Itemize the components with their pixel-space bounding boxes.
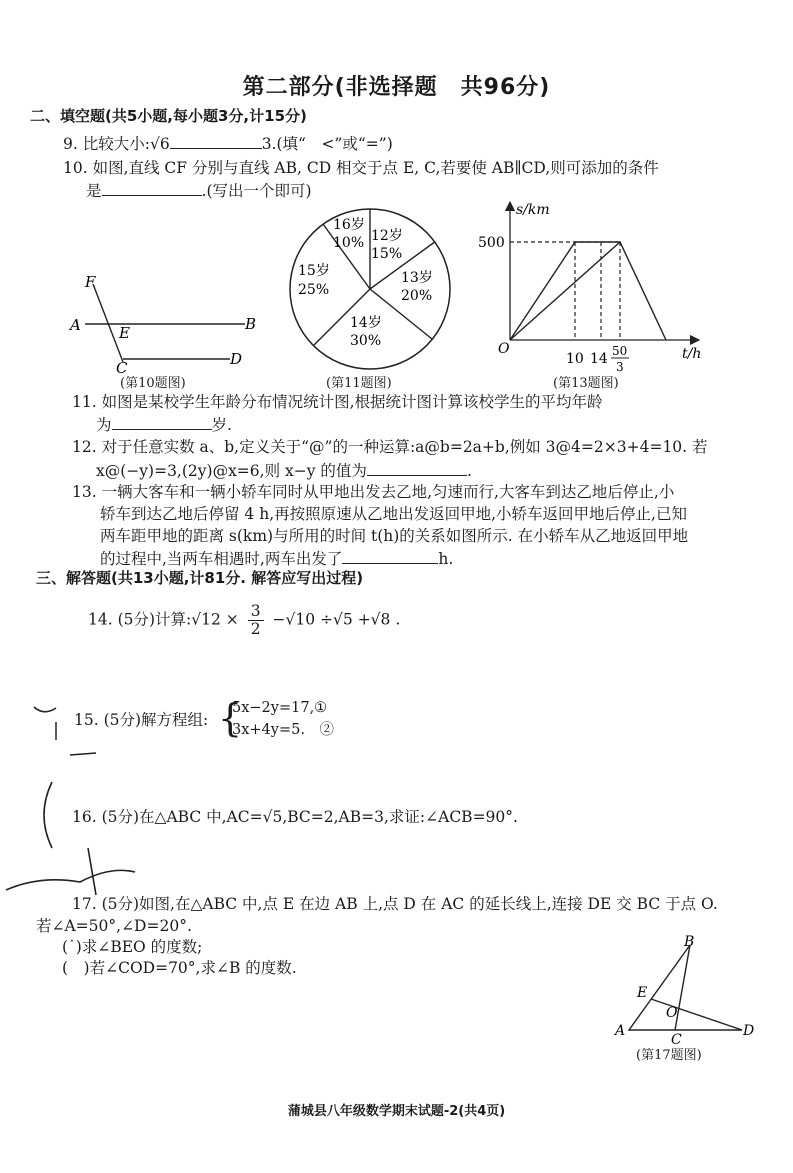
q17-part1: (˙)求∠BEO 的度数; xyxy=(62,938,203,956)
label-f: F xyxy=(85,273,96,291)
question-14 xyxy=(88,603,400,638)
label-a: A xyxy=(70,316,81,334)
question-9 xyxy=(63,133,393,154)
q12-suffix: . xyxy=(466,462,472,480)
page-title: 第二部分(非选择题 共96分) xyxy=(242,75,551,100)
y-tick-500: 500 xyxy=(478,235,505,251)
q17-part2: ( )若∠COD=70°,求∠B 的度数. xyxy=(62,959,297,977)
label-o: O xyxy=(666,1005,678,1021)
q15-eq2: 3x+4y=5. ② xyxy=(232,722,334,738)
figure-17-diagram xyxy=(605,928,765,1048)
slice-15-age: 15岁 xyxy=(298,263,330,279)
q12-prefix: x@(−y)=3,(2y)@x=6,则 x−y 的值为 xyxy=(96,462,367,480)
car-path xyxy=(510,242,666,340)
q10-prefix: 是 xyxy=(86,182,102,200)
slice-12-pct: 15% xyxy=(371,246,403,262)
q10-answer-blank[interactable] xyxy=(102,180,202,196)
slice-16-pct: 10% xyxy=(333,235,365,251)
figure-10-caption: (第10题图) xyxy=(120,376,186,391)
q14-fraction xyxy=(248,603,264,638)
q13-line1: 13. 一辆大客车和一辆小轿车同时从甲地出发去乙地,匀速而行,大客车到达乙地后停止,小 xyxy=(72,483,675,501)
q13-line2: 轿车到达乙地后停留 4 h,再按照原速从乙地出发返回甲地,小轿车返回甲地后停止,已知 xyxy=(100,505,687,523)
line-de xyxy=(651,999,742,1030)
x-tick-10: 10 xyxy=(566,351,584,367)
slice-16-age: 16岁 xyxy=(333,217,365,233)
q9-suffix: 3.(填“ <”或“=”) xyxy=(261,135,393,153)
figure-13-caption: (第13题图) xyxy=(553,376,619,391)
q13-prefix: 的过程中,当两车相遇时,两车出发了 xyxy=(100,550,343,568)
q9-answer-blank[interactable] xyxy=(170,133,262,149)
figure-11-pie-chart xyxy=(283,200,458,378)
q10-line1: 10. 如图,直线 CF 分别与直线 AB, CD 相交于点 E, C,若要使 AB∥CD,则可添加的条件 xyxy=(63,159,659,177)
y-axis-label: s/km xyxy=(516,202,550,218)
label-a: A xyxy=(615,1023,626,1039)
label-c: C xyxy=(671,1032,682,1048)
label-c: C xyxy=(116,359,128,377)
x-tick-50-denominator: 3 xyxy=(616,360,624,374)
label-b: B xyxy=(245,315,257,333)
q12-line1: 12. 对于任意实数 a、b,定义关于“@”的一种运算:a@b=2a+b,例如 3@4=2×3+4=10. 若 xyxy=(72,438,708,456)
q13-suffix: h. xyxy=(438,550,454,568)
slice-15-pct: 25% xyxy=(298,282,330,298)
section-heading-fill-blank: 二、填空题(共5小题,每小题3分,计15分) xyxy=(30,107,307,125)
q14-prefix: 14. (5分)计算:√12 × xyxy=(88,610,239,629)
figure-17-caption: (第17题图) xyxy=(636,1048,702,1063)
q15-eq1: 5x−2y=17,① xyxy=(232,700,328,716)
page-footer: 蒲城县八年级数学期末试题-2(共4页) xyxy=(287,1104,506,1119)
section-heading-solve: 三、解答题(共13小题,计81分. 解答应写出过程) xyxy=(36,569,364,587)
q15-brace: { xyxy=(218,696,243,740)
slice-12-age: 12岁 xyxy=(371,228,403,244)
q12-line2 xyxy=(96,460,472,481)
pie-divider-4 xyxy=(323,224,370,289)
q11-line1: 11. 如图是某校学生年龄分布情况统计图,根据统计图计算该校学生的平均年龄 xyxy=(72,393,603,411)
q17-line2: 若∠A=50°,∠D=20°. xyxy=(36,917,192,935)
q9-prefix: 9. 比较大小:√6 xyxy=(63,135,170,153)
slice-13-age: 13岁 xyxy=(401,270,433,286)
q10-suffix: .(写出一个即可) xyxy=(201,182,312,200)
figure-13-graph xyxy=(478,198,715,380)
question-16: 16. (5分)在△ABC 中,AC=√5,BC=2,AB=3,求证:∠ACB=90°. xyxy=(72,808,518,826)
figure-11-caption: (第11题图) xyxy=(326,376,392,391)
q17-line1: 17. (5分)如图,在△ABC 中,点 E 在边 AB 上,点 D 在 AC 的延长线上,连接 DE 交 BC 于点 O. xyxy=(72,895,718,913)
label-e: E xyxy=(119,324,130,342)
x-tick-50-numerator: 50 xyxy=(612,344,628,358)
q10-line2 xyxy=(86,180,312,201)
q14-frac-numerator: 3 xyxy=(248,603,264,621)
label-b: B xyxy=(684,934,695,950)
label-d: D xyxy=(743,1023,755,1039)
line-cf xyxy=(93,284,123,362)
q14-frac-denominator: 2 xyxy=(250,620,261,638)
q14-suffix: −√10 ÷√5 +√8 . xyxy=(272,610,401,629)
label-d: D xyxy=(230,350,243,368)
q12-answer-blank[interactable] xyxy=(367,460,467,476)
q13-line3: 两车距甲地的距离 s(km)与所用的时间 t(h)的关系如图所示. 在小轿车从乙地返回甲地 xyxy=(100,527,689,545)
slice-14-age: 14岁 xyxy=(350,315,382,331)
q13-answer-blank[interactable] xyxy=(342,548,438,564)
q15-prefix: 15. (5分)解方程组: xyxy=(74,711,209,729)
handwritten-marks xyxy=(0,690,140,900)
q13-line4 xyxy=(100,548,453,569)
q11-prefix: 为 xyxy=(96,416,112,434)
origin-label: O xyxy=(498,341,510,357)
slice-13-pct: 20% xyxy=(401,288,433,304)
q11-suffix: 岁. xyxy=(211,416,232,434)
q11-line2 xyxy=(96,414,232,435)
x-tick-14: 14 xyxy=(590,351,608,367)
q11-answer-blank[interactable] xyxy=(112,414,212,430)
label-e: E xyxy=(637,985,648,1001)
slice-14-pct: 30% xyxy=(350,333,382,349)
x-axis-label: t/h xyxy=(682,346,702,362)
